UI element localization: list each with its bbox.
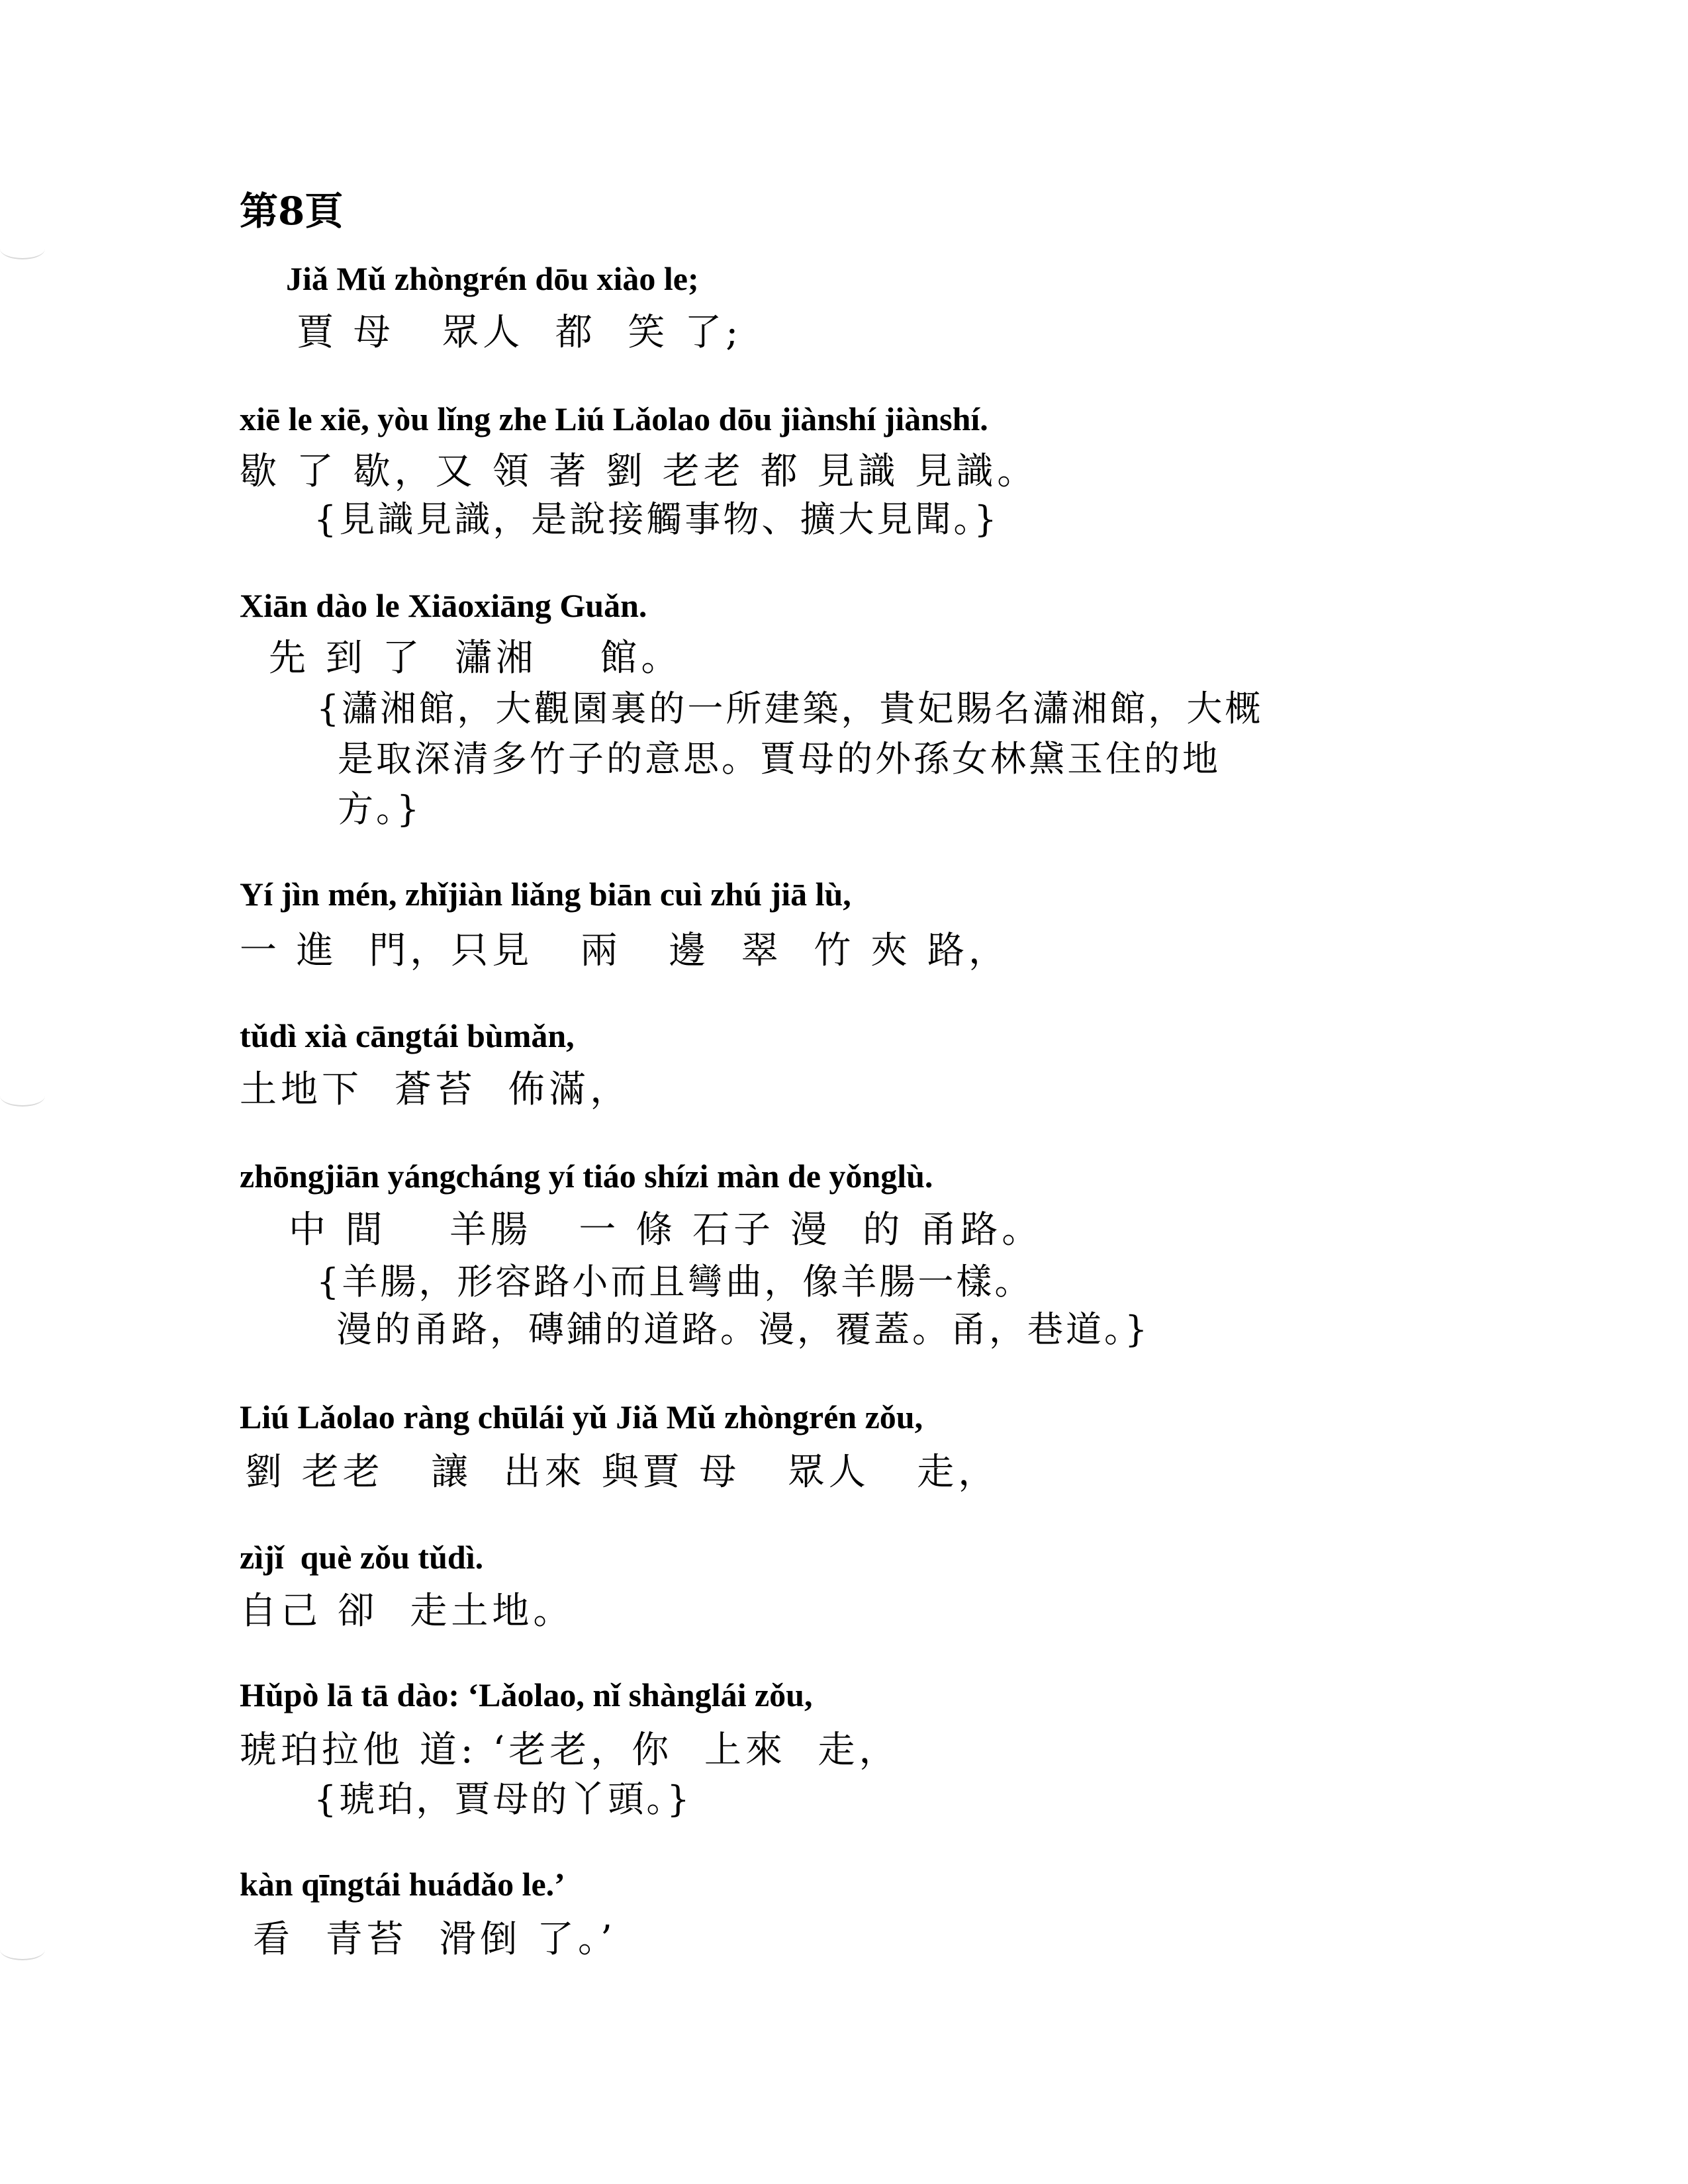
hanzi-line: 歇 了 歇，又 領 著 劉 老老 都 見識 見識。 xyxy=(240,450,1039,493)
pinyin-line: xiē le xiē, yòu lǐng zhe Liú Lǎolao dōu jiànshí jiànshí. xyxy=(240,400,988,437)
annotation-line: {琥珀，賈母的丫頭。} xyxy=(314,1778,692,1820)
annotation-line: 方。} xyxy=(338,788,422,830)
annotation-line: 是取深清多竹子的意思。賈母的外孫女林黛玉住的地 xyxy=(338,738,1221,780)
hanzi-line: 土地下 蒼苔 佈滿， xyxy=(240,1068,632,1111)
hanzi-line: 自己 卻 走土地。 xyxy=(240,1590,575,1633)
hanzi-line: 先 到 了 瀟湘 館。 xyxy=(269,637,682,680)
hanzi-line: 琥珀拉他 道: ‘老老，你 上來 走， xyxy=(240,1729,900,1772)
punch-hole-mark xyxy=(0,1939,45,1960)
pinyin-line: zhōngjiān yángcháng yí tiáo shízi màn de yǒnglù. xyxy=(240,1158,933,1195)
pinyin-line: Liú Lǎolao ràng chūlái yǔ Jiǎ Mǔ zhòngrén zǒu, xyxy=(240,1398,923,1435)
pinyin-line: tǔdì xià cāngtái bùmǎn, xyxy=(240,1017,575,1054)
annotation-line: {瀟湘館，大觀園裏的一所建築，貴妃賜名瀟湘館，大概 xyxy=(316,688,1264,729)
punch-hole-mark xyxy=(0,1085,45,1107)
annotation-line: {羊腸，形容路小而且彎曲，像羊腸一樣。 xyxy=(316,1261,1033,1302)
punch-hole-mark xyxy=(0,238,45,259)
pinyin-line: Hǔpò lā tā dào: ‘Lǎolao, nǐ shànglái zǒu, xyxy=(240,1676,813,1713)
page-number-header: 第8頁 xyxy=(240,189,344,234)
hanzi-line: 劉 老老 讓 出來 與賈 母 眾人 走， xyxy=(245,1451,1000,1494)
hanzi-line: 一 進 門，只見 兩 邊 翠 竹 夾 路， xyxy=(240,929,1010,972)
annotation-line: {見識見識，是說接觸事物、擴大見聞。} xyxy=(314,498,1000,540)
annotation-line: 漫的甬路，磚鋪的道路。漫，覆蓋。甬，巷道。} xyxy=(336,1308,1150,1350)
pinyin-line: Xiān dào le Xiāoxiāng Guǎn. xyxy=(240,587,647,624)
pinyin-line: Yí jìn mén, zhǐjiàn liǎng biān cuì zhú jiā lù, xyxy=(240,876,851,913)
hanzi-line: 看 青苔 滑倒 了。’ xyxy=(253,1918,616,1961)
hanzi-line: 賈 母 眾人 都 笑 了; xyxy=(297,311,743,354)
pinyin-line: zìjǐ què zǒu tǔdì. xyxy=(240,1539,484,1576)
pinyin-line: kàn qīngtái huádǎo le.’ xyxy=(240,1866,565,1903)
pinyin-line: Jiǎ Mǔ zhòngrén dōu xiào le; xyxy=(286,260,699,297)
hanzi-line: 中 間 羊腸 一 條 石子 漫 的 甬路。 xyxy=(289,1208,1043,1251)
